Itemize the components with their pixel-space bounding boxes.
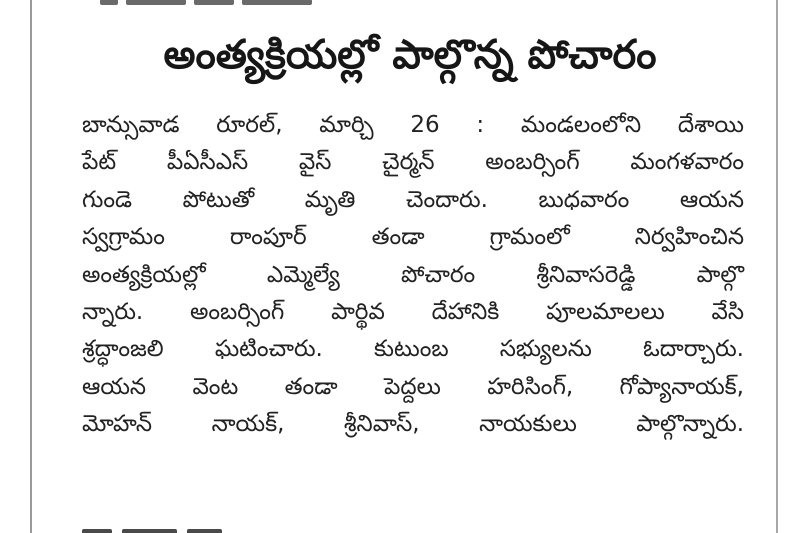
cropped-previous-article-text <box>100 0 330 6</box>
article-line-8: ఆయన వెంట తండా పెద్దలు హరిసింగ్, గోప్యానాయక్, <box>82 373 744 400</box>
left-column-rule <box>30 0 32 533</box>
article-line-1: బాన్సువాడ రూరల్, మార్చి 26 : మండలంలోని దేశాయి <box>82 112 744 138</box>
article-line-7: శ్రద్ధాంజలి ఘటించారు. కుటుంబ సభ్యులను ఓదార్చారు. <box>82 336 744 363</box>
article-line-2: పేట్ పీఏసీఎస్ వైస్ చైర్మన్ అంబర్సింగ్ మంగళవారం <box>82 149 744 176</box>
cropped-next-article-text <box>82 523 282 533</box>
article-line-4: స్వగ్రామం రాంపూర్ తండా గ్రామంలో నిర్వహించిన <box>82 224 744 251</box>
article-body <box>82 107 744 444</box>
right-column-rule <box>776 0 778 533</box>
article-line-6: న్నారు. అంబర్సింగ్ పార్థివ దేహానికి పూలమాలలు వేసి <box>82 298 744 325</box>
article-line-3: గుండె పోటుతో మృతి చెందారు. బుధవారం ఆయన <box>82 186 744 213</box>
article-headline: అంత్యక్రియల్లో పాల్గొన్న పోచారం <box>163 32 657 78</box>
article-line-9: మోహన్ నాయక్, శ్రీనివాస్, నాయకులు పాల్గొన్నారు. <box>82 411 744 438</box>
article-line-5: అంత్యక్రియల్లో ఎమ్మెల్యే పోచారం శ్రీనివాసరెడ్డి పాల్గొ <box>82 261 744 288</box>
